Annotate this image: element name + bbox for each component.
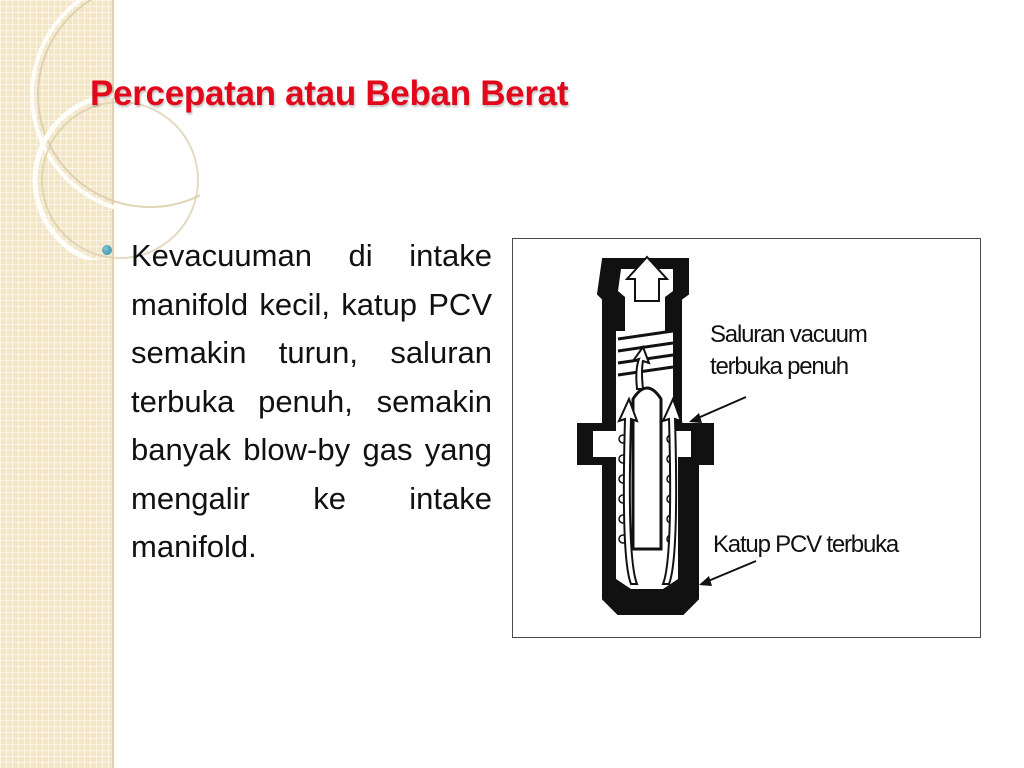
slide-title: Percepatan atau Beban Berat — [90, 74, 569, 113]
bullet-text: Kevacuuman di intake manifold kecil, katup PCV semakin turun, saluran terbuka penuh, semakin banyak blow-by gas yang mengalir ke intake manifold. — [131, 238, 492, 564]
label-vacuum-line1: Saluran vacuum — [710, 321, 867, 348]
valve-plunger — [633, 388, 661, 549]
label-vacuum-line2: terbuka penuh — [710, 353, 848, 380]
pcv-valve-diagram — [513, 239, 982, 639]
decorative-circles — [0, 0, 200, 260]
label-valve-open — [713, 529, 898, 561]
bullet-dot-icon — [102, 245, 112, 255]
label-vacuum-open — [710, 319, 867, 383]
bullet-list — [100, 232, 492, 572]
label-valve-text: Katup PCV terbuka — [713, 531, 899, 558]
pcv-valve-figure — [512, 238, 981, 638]
bullet-item — [100, 232, 492, 572]
